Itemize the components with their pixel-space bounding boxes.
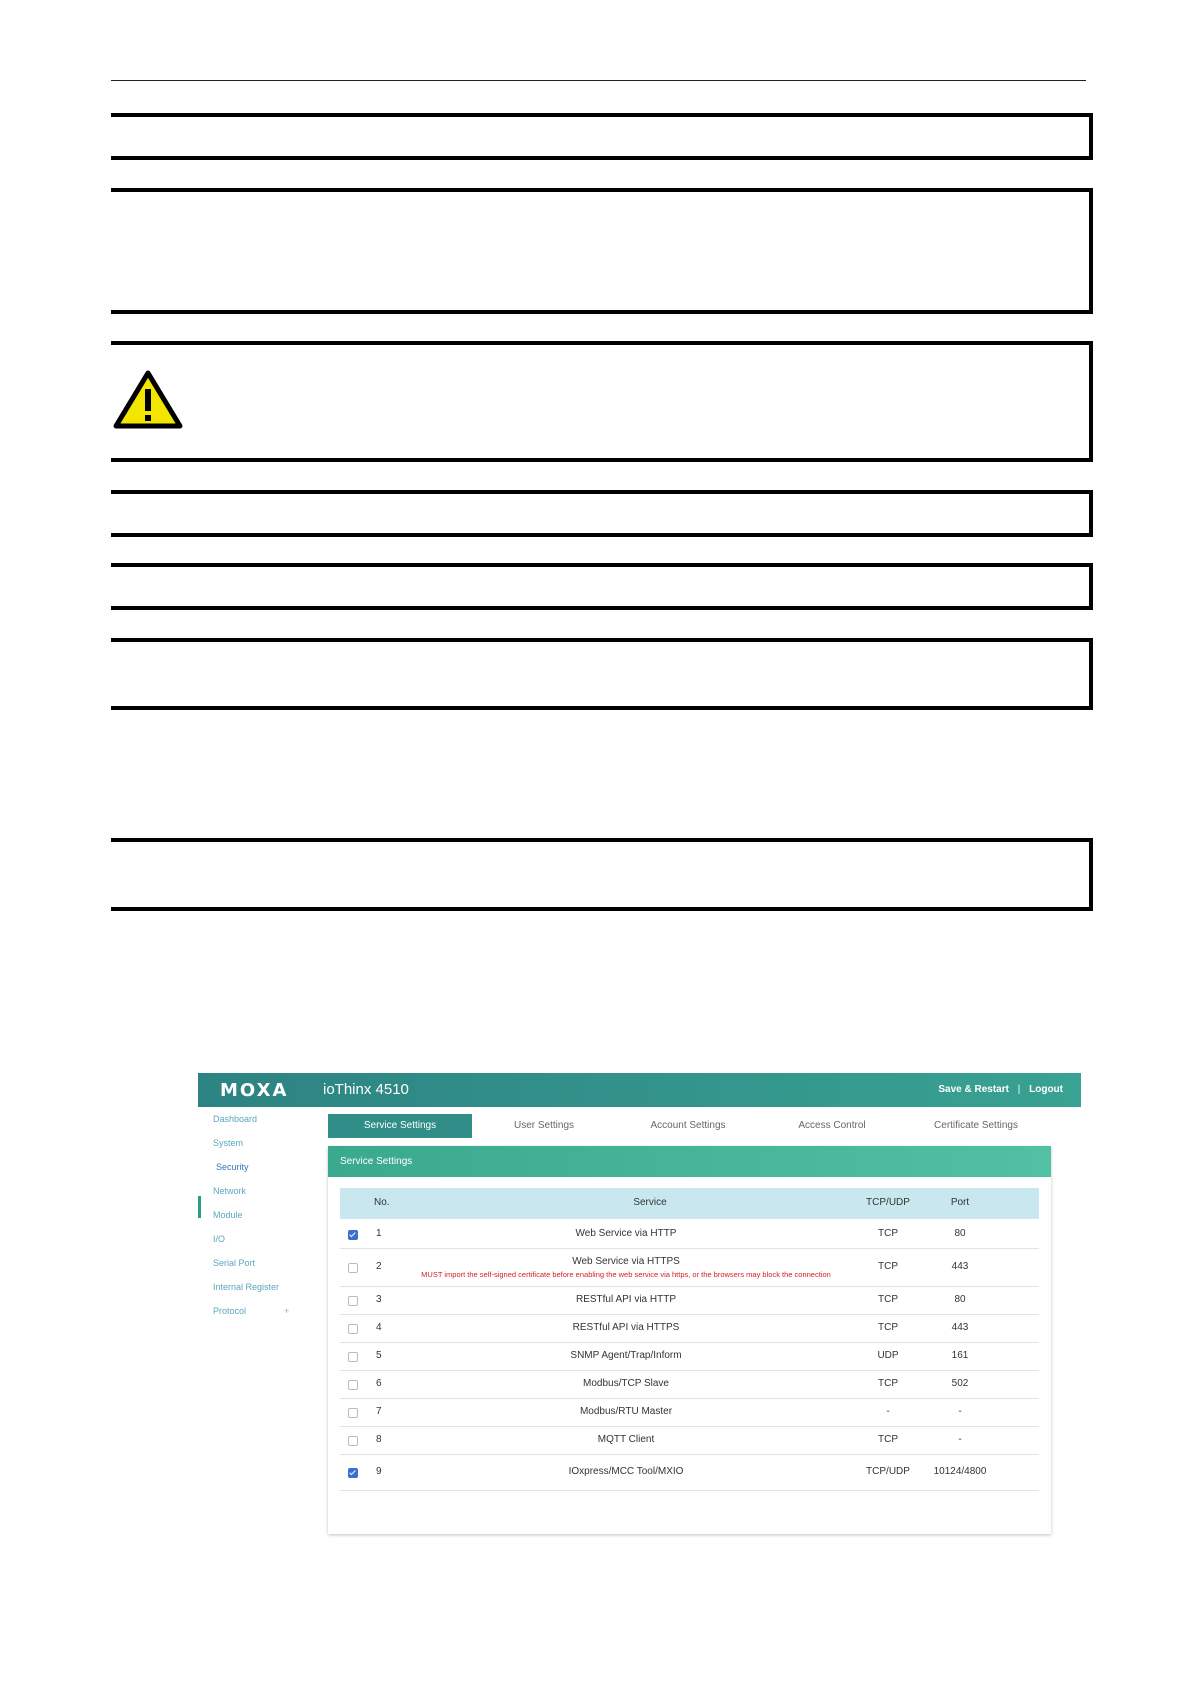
- tab-bar: [328, 1114, 1048, 1138]
- service-name: Modbus/TCP Slave: [583, 1378, 669, 1389]
- row-number: 9: [376, 1466, 382, 1477]
- save-restart-link[interactable]: Save & Restart: [938, 1084, 1009, 1095]
- sidebar-item-protocol[interactable]: Protocol: [213, 1306, 247, 1316]
- header-service: Service: [633, 1197, 667, 1208]
- row-number: 7: [376, 1406, 382, 1417]
- service-name: RESTful API via HTTP: [575, 1294, 677, 1305]
- service-protocol: UDP: [877, 1350, 899, 1361]
- header-links: [938, 1084, 1063, 1095]
- service-port: -: [958, 1434, 962, 1445]
- page-header-rule: [111, 80, 1086, 81]
- table-row: [340, 1370, 1039, 1399]
- warning-icon: [113, 369, 183, 429]
- service-name: SNMP Agent/Trap/Inform: [570, 1350, 682, 1361]
- sidebar-item-network[interactable]: Network: [213, 1186, 247, 1196]
- sidebar-item-security[interactable]: Security: [216, 1162, 249, 1172]
- header-protocol: TCP/UDP: [866, 1197, 910, 1208]
- tab-certificate-settings[interactable]: Certificate Settings: [934, 1120, 1018, 1131]
- sidebar-item-system[interactable]: System: [213, 1138, 244, 1148]
- sidebar-item-io[interactable]: I/O: [213, 1234, 226, 1244]
- table-row: [340, 1398, 1039, 1427]
- sidebar-item-dashboard[interactable]: Dashboard: [213, 1114, 258, 1124]
- service-protocol: TCP: [878, 1261, 898, 1272]
- row-number: 2: [376, 1261, 382, 1272]
- service-settings-panel: [328, 1146, 1051, 1534]
- service-protocol: TCP: [878, 1228, 898, 1239]
- attention-box: [111, 341, 1093, 462]
- service-name: Modbus/RTU Master: [579, 1406, 673, 1417]
- expand-icon[interactable]: +: [284, 1306, 290, 1316]
- moxa-logo: MOXA: [220, 1080, 289, 1101]
- header-port: Port: [950, 1197, 970, 1208]
- service-port: 10124/4800: [933, 1466, 987, 1477]
- sidebar-active-indicator: [198, 1196, 201, 1218]
- note-box: [111, 113, 1093, 160]
- https-warning-text: MUST import the self-signed certificate before enabling the web service via https, or the browsers may block the connection: [421, 1270, 831, 1279]
- service-protocol: -: [886, 1406, 890, 1417]
- table-row: [340, 1314, 1039, 1343]
- tab-service-settings[interactable]: Service Settings: [328, 1114, 472, 1138]
- note-box: [111, 188, 1093, 314]
- service-port: 443: [951, 1261, 969, 1272]
- logout-link[interactable]: Logout: [1029, 1084, 1063, 1095]
- service-protocol: TCP: [878, 1322, 898, 1333]
- service-protocol: TCP/UDP: [866, 1466, 910, 1477]
- table-row: [340, 1286, 1039, 1315]
- note-box: [111, 838, 1093, 911]
- header-no: No.: [374, 1197, 390, 1208]
- table-row: [340, 1454, 1039, 1491]
- row-number: 1: [376, 1228, 382, 1239]
- service-protocol: TCP: [878, 1378, 898, 1389]
- table-row: [340, 1426, 1039, 1455]
- service-port: 443: [951, 1322, 969, 1333]
- web-console-screenshot: [198, 1073, 1081, 1534]
- service-name: IOxpress/MCC Tool/MXIO: [568, 1466, 684, 1477]
- tab-user-settings[interactable]: User Settings: [513, 1120, 575, 1131]
- service-name: RESTful API via HTTPS: [572, 1322, 680, 1333]
- panel-title: Service Settings: [328, 1146, 1051, 1177]
- note-box: [111, 563, 1093, 610]
- sidebar: [198, 1107, 308, 1534]
- service-port: 161: [951, 1350, 969, 1361]
- service-name: Web Service via HTTP: [575, 1228, 677, 1239]
- note-box: [111, 638, 1093, 710]
- service-protocol: TCP: [878, 1434, 898, 1445]
- note-box: [111, 490, 1093, 537]
- sidebar-item-internal-register[interactable]: Internal Register: [213, 1282, 280, 1292]
- row-number: 3: [376, 1294, 382, 1305]
- header-separator: |: [1017, 1084, 1021, 1095]
- service-port: -: [958, 1406, 962, 1417]
- service-name: MQTT Client: [597, 1434, 655, 1445]
- product-name: ioThinx 4510: [323, 1081, 409, 1098]
- row-number: 8: [376, 1434, 382, 1445]
- table-row: [340, 1248, 1039, 1287]
- service-port: 80: [954, 1228, 966, 1239]
- service-name: Web Service via HTTPS: [572, 1256, 680, 1267]
- row-number: 5: [376, 1350, 382, 1361]
- service-protocol: TCP: [878, 1294, 898, 1305]
- tab-access-control[interactable]: Access Control: [798, 1120, 866, 1131]
- table-row: [340, 1342, 1039, 1371]
- sidebar-item-serial-port[interactable]: Serial Port: [213, 1258, 256, 1268]
- row-number: 4: [376, 1322, 382, 1333]
- row-number: 6: [376, 1378, 382, 1389]
- sidebar-item-module[interactable]: Module: [213, 1210, 243, 1220]
- tab-account-settings[interactable]: Account Settings: [650, 1120, 726, 1131]
- service-port: 80: [954, 1294, 966, 1305]
- app-header: [198, 1073, 1081, 1107]
- table-header: [340, 1188, 1039, 1219]
- table-row: [340, 1219, 1039, 1249]
- service-port: 502: [951, 1378, 969, 1389]
